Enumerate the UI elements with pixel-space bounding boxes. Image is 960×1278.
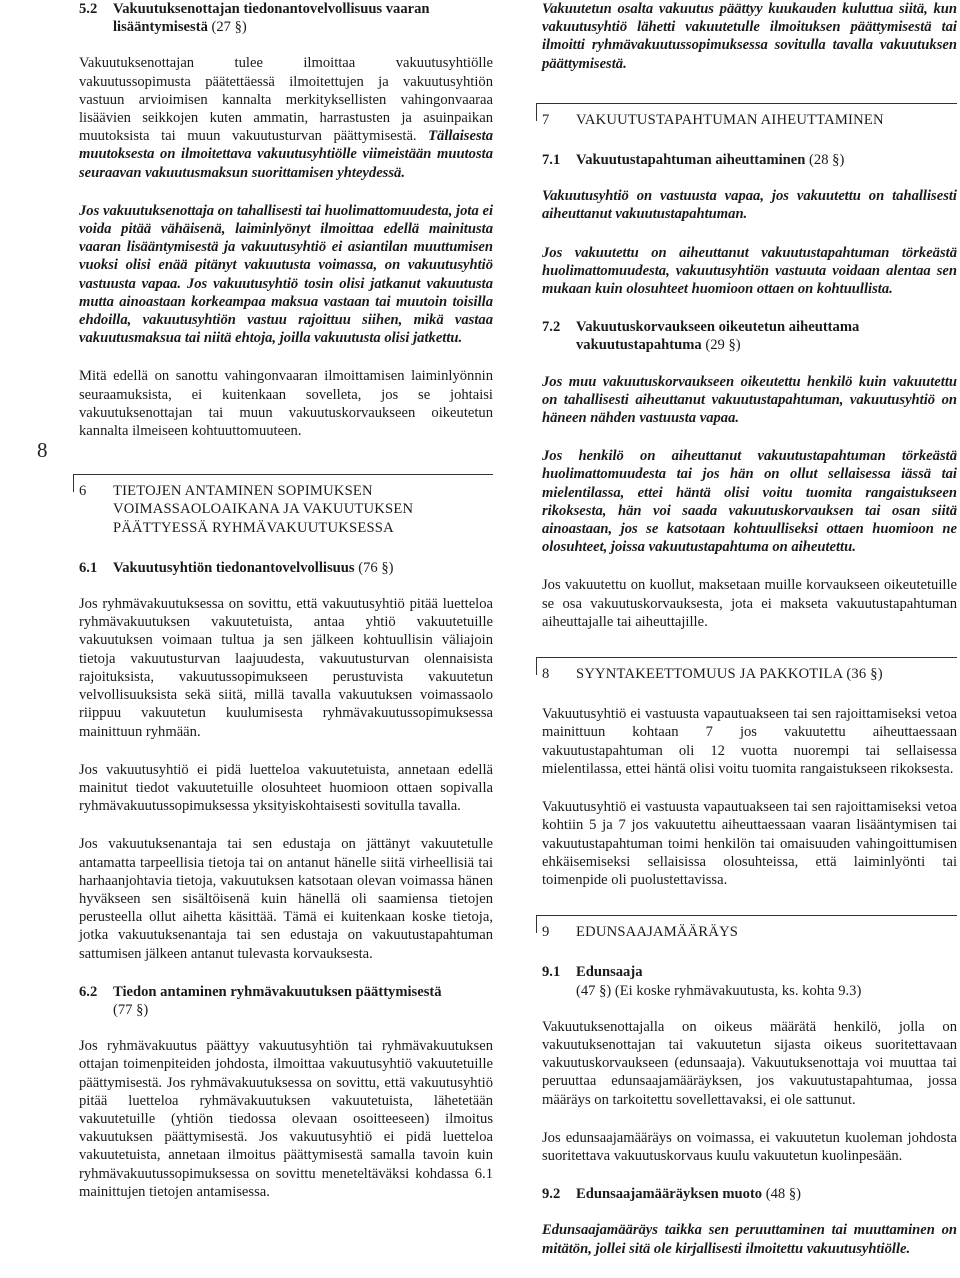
section-ref: (29 §)	[701, 337, 741, 354]
paragraph: Jos ryhmävakuutus päättyy vakuutusyhtiön tai ryhmävakuutuksen ottajan toimenpiteiden johdosta, ilmoittaa vakuutusyhtiö vakuutetuille päättymisestä. Jos ryhmävakuutuksessa on sovittu, että vakuutusyhtiö pitää luetteloa ryhmävakuutuksen vakuutetuista, lähetetään vakuutetuille (yhtiön tiedossa olevaan osoitteeseen) ilmoitus vakuutuksen päättymisestä. Jos vakuutusyhtiö ei pidä luetteloa vakuutetuista, annetaan ilmoitus päättymisestä samalla tavoin kuin ryhmävakuutussopimuksessa on sovittu meneteltäväksi kohdassa 6.1 mainittujen tietojen antamisessa.	[79, 1038, 493, 1200]
paragraph: Vakuutusyhtiö on vastuusta vapaa, jos vakuutettu on tahallisesti aiheuttanut vakuutustapahtuman.	[542, 188, 957, 223]
section-title: VAKUUTUSTAPAHTUMAN AIHEUTTAMINEN	[576, 111, 884, 128]
paragraph: Edunsaajamääräys taikka sen peruuttaminen tai muuttaminen on mitätön, jollei sitä ole kirjallisesti ilmoitettu vakuutusyhtiölle.	[542, 1222, 957, 1257]
section-number: 9.1	[542, 964, 561, 981]
section-9-heading	[542, 915, 957, 941]
paragraph: Jos ryhmävakuutuksessa on sovittu, että vakuutusyhtiö pitää luetteloa ryhmävakuutuksen vakuutetuista, antaa yhtiö vakuutetuille vakuutuksen voimaan tultua ja sen jälkeen kohtuullisin väliajoin tietoja vakuutusturvan laajuudesta, vakuutusturvan olennaisista rajoituksista, vakuutussopimukseen perustuvista vakuutetun velvollisuuksista sekä siitä, millä tavalla vakuutuksen voimassaolo riippuu vakuutetun kuulumisesta ryhmävakuutussopimuksessa mainittuun ryhmään.	[79, 596, 493, 740]
section-number: 6.1	[79, 559, 98, 576]
paragraph: Vakuutetun osalta vakuutus päättyy kuukauden kuluttua siitä, kun vakuutusyhtiö lähetti vakuutetulle ilmoituksen päättymisestä tai ilmoitti ryhmävakuutussopimuksessa sovitulla tavalla vakuutuksen päättymisestä.	[542, 1, 957, 72]
section-ref: (27 §)	[207, 19, 247, 36]
paragraph: Mitä edellä on sanottu vahingonvaaran ilmoittamisen laiminlyönnin seuraamuksista, ei kuitenkaan sovelleta, jos se johtaisi vakuutuksenottajan tai muun vakuutuskorvaukseen oikeutetun kannalta ilmeiseen kohtuuttomuuteen.	[79, 368, 493, 440]
section-number: 7.1	[542, 152, 561, 169]
section-6-1-heading	[79, 559, 493, 577]
section-title: SYYNTAKEETTOMUUS JA PAKKOTILA (36 §)	[576, 666, 883, 683]
page-number: 8	[37, 438, 48, 462]
section-title: TIETOJEN ANTAMINEN SOPIMUKSEN VOIMASSAOLOAIKANA JA VAKUUTUKSEN PÄÄTTYESSÄ RYHMÄVAKUUTUKSESSA	[113, 483, 414, 536]
section-number: 6.2	[79, 983, 98, 1000]
section-6-heading	[79, 474, 493, 537]
section-title: Edunsaajamääräyksen muoto	[576, 1186, 763, 1203]
paragraph: Jos vakuutettu on aiheuttanut vakuutustapahtuman törkeästä huolimattomuudesta, vakuutusyhtiön vastuuta voidaan alentaa sen mukaan kuin olosuhteet huomioon ottaen on kohtuullista.	[542, 244, 957, 298]
section-7-2-heading	[542, 318, 957, 354]
section-ref: (77 §)	[113, 1001, 149, 1018]
paragraph: Vakuutuksenottajan tulee ilmoittaa vakuutusyhtiölle vakuutussopimusta päätettäessä ilmoitettujen ja vakuutusyhtiön vastuun arvioimisen kannalta merkityksellisten vahingonvaaraa lisäävien seikkojen kuten ammatin, harrastusten ja asuinpaikan muutoksista tai muun vakuutusturvan päättymisestä. Tällaisesta muutoksesta on ilmoitettava vakuutusyhtiölle viimeistään muutosta seuraavan vakuutusmaksun suorittamisen yhteydessä.	[79, 55, 493, 181]
paragraph: Jos vakuutuksenottaja on tahallisesti tai huolimattomuudesta, jota ei voida pitää vähäisenä, laiminlyönyt ilmoittaa edellä mainitusta vaaran lisääntymisestä ja vakuutusyhtiö ei asiantilan muuttumisen vuoksi olisi enää pitänyt vakuutusta voimassa, on vakuutusyhtiö vastuusta vapaa. Jos vakuutusyhtiö tosin olisi jatkanut vakuutusta mutta ainoastaan korkeampaa maksua vastaan tai muutoin toisilla ehdoilla, vakuutusyhtiön vastuu rajoittuu siihen, mikä vastaa vakuutusmaksua tai niitä ehtoja, joilla vakuutusta olisi jatkettu.	[79, 202, 493, 347]
section-title: Edunsaaja	[576, 964, 643, 981]
section-7-1-heading	[542, 151, 957, 169]
section-title: EDUNSAAJAMÄÄRÄYS	[576, 924, 739, 941]
section-number: 9.2	[542, 1186, 561, 1203]
section-title: Vakuutuskorvaukseen oikeutetun aiheuttama vakuutustapahtuma	[576, 319, 860, 354]
section-title: Vakuutustapahtuman aiheuttaminen	[576, 152, 806, 169]
section-title: Tiedon antaminen ryhmävakuutuksen päättymisestä	[113, 983, 442, 1000]
section-ref: (28 §)	[805, 152, 845, 169]
section-title: Vakuutusyhtiön tiedonantovelvollisuus	[113, 559, 355, 576]
left-column	[79, 0, 493, 1221]
section-7-heading	[542, 103, 957, 129]
right-column	[542, 0, 957, 1278]
section-9-2-heading	[542, 1185, 957, 1203]
paragraph: Vakuutuksenottajalla on oikeus määrätä henkilö, jolla on vakuutuksenottajan tai vakuutetun sijasta oikeus suoritettavaan vakuutuskorvaukseen (edunsaaja). Vakuutuksenottaja voi muuttaa tai peruuttaa edunsaajamääräyksen, jos vakuutustapahtumaa, jossa määräys on tarkoitettu sovellettavaksi, ei ole sattunut.	[542, 1018, 957, 1108]
paragraph: Jos henkilö on aiheuttanut vakuutustapahtuman törkeästä huolimattomuudesta tai jos hän on ollut sellaisessa iässä tai mielentilassa, ettei häntä olisi voitu tuomita rangaistukseen rikoksesta, hän voi saada vakuutuskorvauksen tai osan siitä ainoastaan, jos se katsotaan kohtuulliseksi ottaen huomioon ne olosuhteet, joissa vakuutustapahtuma on aiheutettu.	[542, 448, 957, 556]
section-5-2-heading	[79, 0, 493, 36]
paragraph: Jos vakuutettu on kuollut, maksetaan muille korvaukseen oikeutetuille se osa vakuutuskorvauksesta, jota ei makseta vakuutustapahtuman aiheuttajalle tai aiheuttajille.	[542, 577, 957, 630]
section-ref: (47 §) (Ei koske ryhmävakuutusta, ks. kohta 9.3)	[576, 982, 862, 999]
paragraph: Vakuutusyhtiö ei vastuusta vapautuakseen tai sen rajoittamiseksi vetoa kohtiin 5 ja 7 jos vakuutettu aiheuttaessaan vaaran lisääntymisen tai vakuutustapahtuman toimi henkilön tai omaisuuden vahingoittumisen ehkäisemiseksi sellaisissa olosuhteissa, että laiminlyönti tai toimenpide oli puolustettavissa.	[542, 799, 957, 888]
section-title: Vakuutuksenottajan tiedonantovelvollisuus vaaran lisääntymisestä	[113, 1, 430, 36]
section-number: 5.2	[79, 1, 98, 17]
paragraph: Vakuutusyhtiö ei vastuusta vapautuakseen tai sen rajoittamiseksi vetoa mainittuun kohtaan 7 jos vakuutettu aiheuttaessaan vakuutustapahtuman oli 12 vuotta nuorempi tai sellaisessa mielentilassa, ettei häntä olisi voitu tuomita rangaistukseen rikoksesta.	[542, 706, 957, 777]
section-ref: (76 §)	[354, 559, 394, 576]
section-number: 7.2	[542, 319, 561, 336]
section-ref: (48 §)	[762, 1186, 802, 1203]
paragraph: Jos edunsaajamääräys on voimassa, ei vakuutetun kuoleman johdosta suoritettava vakuutuskorvaus kuulu vakuutetun kuolinpesään.	[542, 1129, 957, 1164]
section-9-1-heading	[542, 963, 957, 999]
paragraph: Jos vakuutuksenantaja tai sen edustaja on jättänyt vakuutetulle antamatta tarpeellisia tietoja tai on antanut hänelle siitä virheellisiä tai harhaanjohtavia tietoja, vakuutuksen katsotaan olevan voimassa hänen hyväkseen sen sisältöisenä kuin hänellä oli saamiensa tietojen perusteella ollut aihetta käsittää. Tämä ei kuitenkaan koske tietoja, jotka vakuutuksenantaja tai sen edustaja on vakuutustapahtuman sattumisen jälkeen antanut tulevasta korvauksesta.	[79, 836, 493, 962]
section-number: 9	[542, 924, 550, 941]
section-number: 8	[542, 666, 550, 683]
section-8-heading	[542, 657, 957, 683]
section-number: 6	[79, 483, 87, 500]
section-6-2-heading	[79, 983, 493, 1019]
paragraph: Jos vakuutusyhtiö ei pidä luetteloa vakuutetuista, annetaan edellä mainitut tiedot vakuutetuille olosuhteet huomioon ottaen sopivalla ryhmävakuutussopimuksessa yksityiskohtaisesti sovitulla tavalla.	[79, 761, 493, 815]
section-number: 7	[542, 111, 550, 128]
paragraph: Jos muu vakuutuskorvaukseen oikeutettu henkilö kuin vakuutettu on tahallisesti aiheuttanut vakuutustapahtuman, vakuutusyhtiö on häneen nähden vastuusta vapaa.	[542, 373, 957, 427]
